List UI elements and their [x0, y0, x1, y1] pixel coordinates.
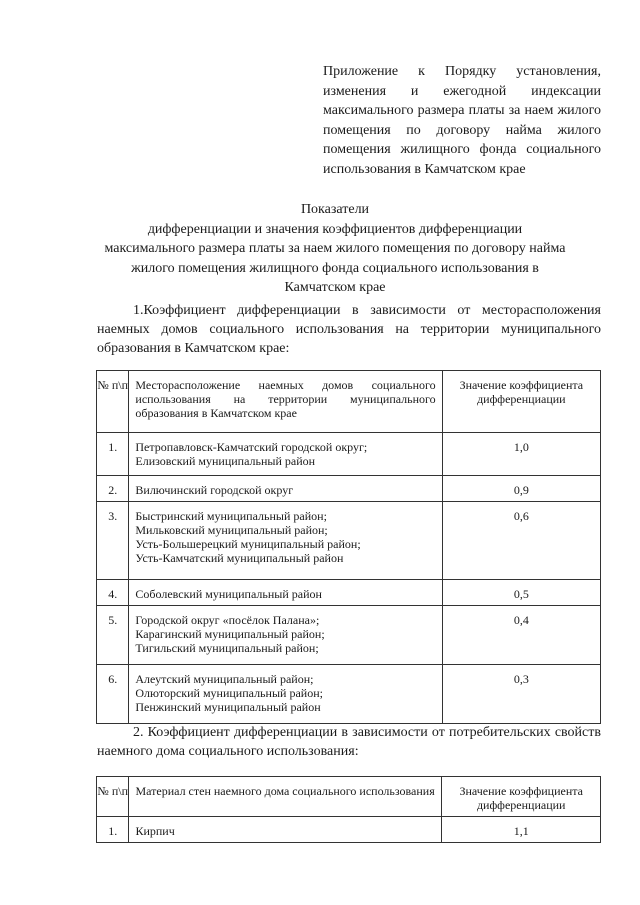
location-line: Городской округ «посёлок Палана»;: [135, 613, 320, 627]
row-location: [129, 502, 442, 580]
row-value: 0,4: [442, 606, 600, 665]
location-line: Быстринский муниципальный район;: [135, 509, 327, 523]
row-location: [129, 665, 442, 724]
header-number: № п\п: [97, 777, 129, 817]
table-row: [97, 580, 601, 606]
row-number: 1.: [97, 433, 129, 476]
location-line: Алеутский муниципальный район;: [135, 672, 314, 686]
row-number: 2.: [97, 476, 129, 502]
row-number: 5.: [97, 606, 129, 665]
row-location: [129, 606, 442, 665]
location-line: Карагинский муниципальный район;: [135, 627, 325, 641]
table-row: [97, 817, 601, 843]
location-line: Петропавловск-Камчатский городской округ;: [135, 440, 368, 454]
location-line: Елизовский муниципальный район: [135, 454, 316, 468]
location-line: Вилючинский городской округ: [135, 483, 294, 497]
row-value: 0,9: [442, 476, 600, 502]
title-line-4: жилого помещения жилищного фонда социального использования в: [131, 260, 539, 276]
title-line-2: дифференциации и значения коэффициентов дифференциации: [147, 221, 523, 237]
row-value: 0,6: [442, 502, 600, 580]
header-location: Месторасположение наемных домов социального использования на территории муниципального образования в Камчатском крае: [129, 371, 442, 433]
row-material: Кирпич: [129, 817, 442, 843]
table-row: [97, 665, 601, 724]
location-line: Олюторский муниципальный район;: [135, 686, 323, 700]
title-line-5: Камчатском крае: [284, 280, 386, 295]
row-number: 4.: [97, 580, 129, 606]
location-line: Усть-Камчатский муниципальный район: [135, 551, 344, 565]
table-header-row: [97, 371, 601, 433]
table-row: [97, 433, 601, 476]
header-value: Значение коэффициента дифференциации: [442, 777, 601, 817]
document-title: [70, 200, 600, 298]
table-row: [97, 606, 601, 665]
row-number: 6.: [97, 665, 129, 724]
row-location: [129, 433, 442, 476]
location-coefficient-table: [96, 370, 601, 724]
row-number: 3.: [97, 502, 129, 580]
location-line: Соболевский муниципальный район: [135, 587, 322, 601]
table-header-row: [97, 777, 601, 817]
section-2-paragraph: 2. Коэффициент дифференциации в зависимости от потребительских свойств наемного дома социального использования:: [97, 725, 601, 759]
table-row: [97, 476, 601, 502]
row-location: [129, 476, 442, 502]
row-value: 1,1: [442, 817, 601, 843]
header-number: № п\п: [97, 371, 129, 433]
location-line: Усть-Большерецкий муниципальный район;: [135, 537, 361, 551]
table-row: [97, 502, 601, 580]
row-value: 0,3: [442, 665, 600, 724]
material-coefficient-table: [96, 776, 601, 843]
location-line: Тигильский муниципальный район;: [135, 641, 319, 655]
title-line-1: Показатели: [300, 202, 370, 217]
header-value: Значение коэффициента дифференциации: [442, 371, 600, 433]
row-location: [129, 580, 442, 606]
row-value: 0,5: [442, 580, 600, 606]
location-line: Мильковский муниципальный район;: [135, 523, 328, 537]
row-number: 1.: [97, 817, 129, 843]
appendix-note: Приложение к Порядку установления, изменения и ежегодной индексации максимального размера платы за наем жилого помещения по договору найма жилого помещения жилищного фонда социального использования в Камчатском крае: [323, 64, 601, 177]
header-material: Материал стен наемного дома социального использования: [129, 777, 442, 817]
section-1-paragraph: 1.Коэффициент дифференциации в зависимости от месторасположения наемных домов социального использования на территории муниципального образования в Камчатском крае:: [97, 303, 601, 356]
title-line-3: максимального размера платы за наем жилого помещения по договору найма: [104, 241, 566, 256]
location-line: Пенжинский муниципальный район: [135, 700, 321, 714]
row-value: 1,0: [442, 433, 600, 476]
